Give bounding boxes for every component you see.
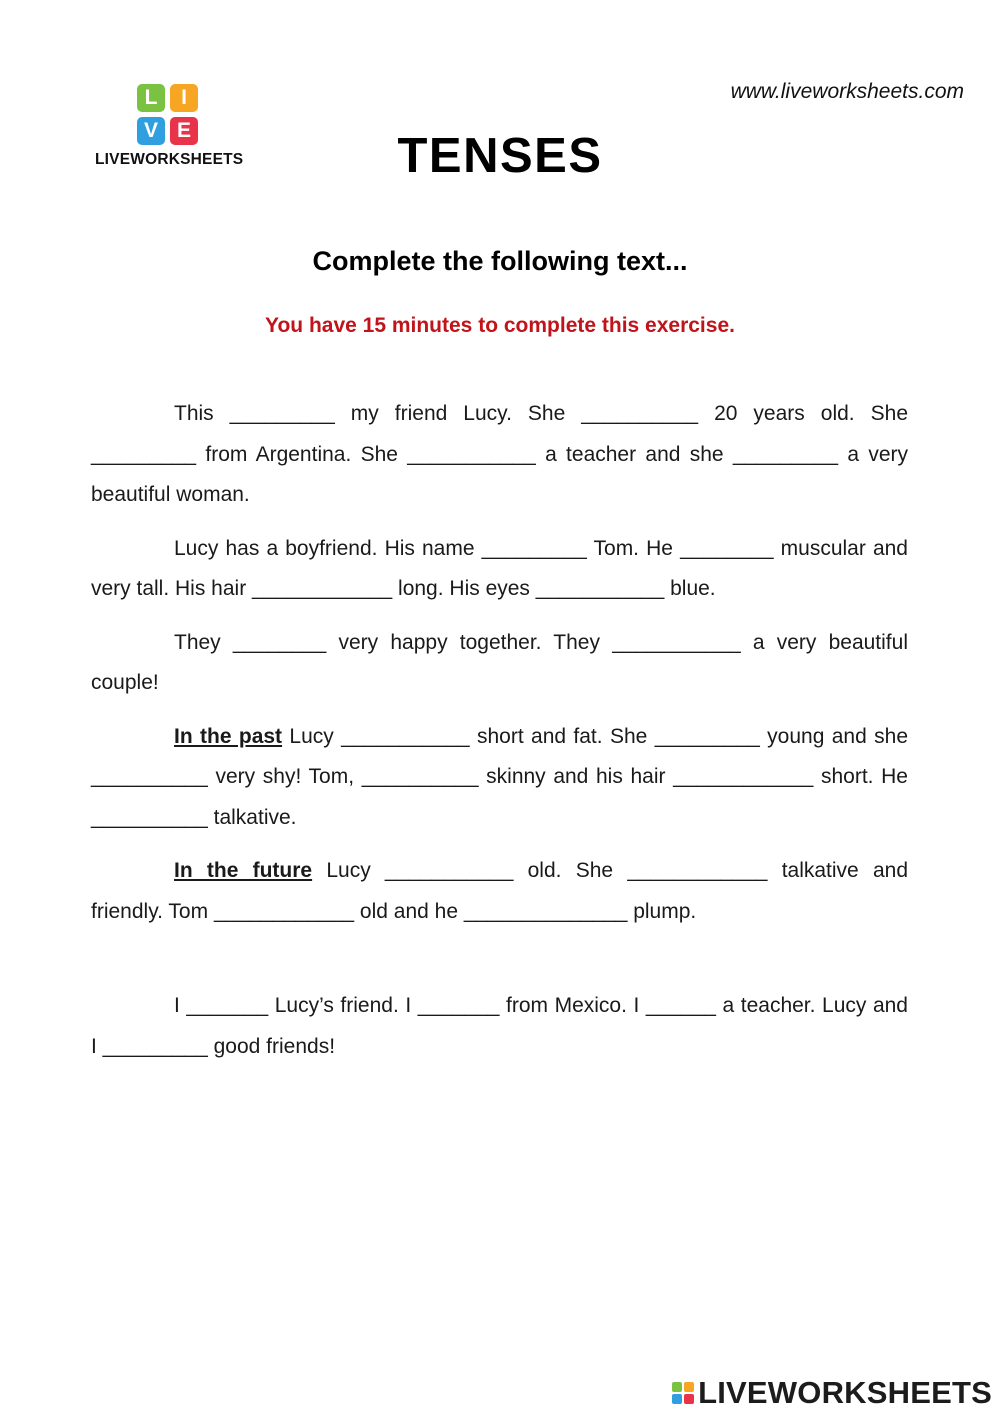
answer-blank[interactable]: ________ [680, 536, 774, 560]
text-segment: I [174, 994, 187, 1017]
answer-blank[interactable]: _________ [654, 724, 760, 748]
logo-tile-e: E [170, 117, 198, 145]
logo-wordmark: LIVEWORKSHEETS [95, 151, 244, 168]
answer-blank[interactable]: __________ [91, 765, 208, 788]
answer-blank[interactable]: ___________ [535, 577, 665, 600]
answer-blank[interactable]: ___________ [341, 724, 470, 748]
text-segment: young and she [759, 724, 908, 748]
answer-blank[interactable]: _________ [229, 402, 335, 425]
footer-wordmark: LIVEWORKSHEETS [698, 1375, 992, 1410]
exercise-paragraph [91, 986, 908, 1067]
text-segment: a teacher and she [535, 442, 733, 466]
answer-blank[interactable]: __________ [581, 402, 699, 425]
answer-blank[interactable]: __________ [91, 805, 208, 829]
text-segment: talkative. [207, 805, 297, 829]
tense-label: In the future [174, 859, 313, 882]
time-limit-notice: You have 15 minutes to complete this exercise. [265, 314, 735, 337]
site-url: www.liveworksheets.com [730, 80, 964, 103]
answer-blank[interactable]: ______ [645, 994, 716, 1017]
answer-blank[interactable]: ___________ [407, 442, 536, 466]
text-segment: muscular and very tall. His hair [91, 536, 908, 600]
text-segment: 20 years old. She [698, 402, 908, 425]
text-segment: from Mexico. I [499, 994, 646, 1017]
answer-blank[interactable]: ____________ [627, 859, 768, 882]
footer-logo-tiles-icon [672, 1382, 694, 1404]
text-segment: Lucy [312, 859, 385, 882]
answer-blank[interactable]: _______ [417, 994, 500, 1017]
logo-tile-l: L [137, 84, 165, 112]
answer-blank[interactable]: ___________ [612, 630, 741, 654]
text-segment: a very beautiful woman. [91, 442, 908, 506]
tense-label: In the past [174, 724, 283, 748]
instructions-heading: Complete the following text... [312, 246, 688, 276]
answer-blank[interactable]: ________ [232, 630, 327, 654]
answer-blank[interactable]: ___________ [384, 859, 514, 882]
answer-blank[interactable]: _________ [732, 442, 839, 466]
answer-blank[interactable]: _________ [102, 1034, 208, 1058]
exercise-paragraph [91, 623, 908, 704]
footer-tile [672, 1394, 682, 1404]
text-segment: This [174, 402, 230, 425]
text-segment: short and fat. She [469, 724, 655, 748]
answer-blank[interactable]: _________ [481, 536, 587, 560]
text-segment: They [174, 630, 233, 654]
text-segment: old and he [354, 899, 464, 923]
logo-tile-i: I [170, 84, 198, 112]
text-segment: Lucy has a boyfriend. His name [174, 536, 482, 560]
text-segment: from Argentina. She [196, 442, 408, 466]
answer-blank[interactable]: ____________ [252, 577, 393, 600]
answer-blank[interactable]: _________ [91, 442, 197, 466]
text-segment: Tom. He [586, 536, 681, 560]
text-segment: very happy together. They [326, 630, 613, 654]
footer-brand [672, 1376, 992, 1410]
answer-blank[interactable]: ____________ [213, 899, 355, 923]
text-segment: Lucy’s friend. I [268, 994, 418, 1017]
text-segment: blue. [664, 577, 716, 600]
text-segment: a teacher. Lucy and I [91, 994, 908, 1058]
answer-blank[interactable]: _______ [186, 994, 269, 1017]
text-segment: talkative and friendly. Tom [91, 859, 908, 923]
text-segment: Lucy [282, 724, 342, 748]
answer-blank[interactable]: ____________ [673, 765, 814, 788]
exercise-paragraph [91, 394, 908, 516]
text-segment: short. He [813, 765, 908, 788]
exercise-text [91, 394, 908, 1080]
exercise-paragraph [91, 851, 908, 932]
text-segment: a very beautiful couple! [91, 630, 908, 694]
text-segment: plump. [627, 899, 697, 923]
footer-tile [672, 1382, 682, 1392]
answer-blank[interactable]: ______________ [463, 899, 628, 923]
footer-tile [684, 1382, 694, 1392]
text-segment: old. She [513, 859, 628, 882]
exercise-paragraph [91, 529, 908, 610]
text-segment: long. His eyes [392, 577, 536, 600]
text-segment: my friend Lucy. She [334, 402, 582, 425]
text-segment: skinny and his hair [478, 765, 674, 788]
answer-blank[interactable]: __________ [361, 765, 479, 788]
text-segment: good friends! [207, 1034, 336, 1058]
text-segment: very shy! Tom, [207, 765, 362, 788]
exercise-paragraph [91, 717, 908, 839]
footer-tile [684, 1394, 694, 1404]
page-title: TENSES [397, 129, 603, 183]
logo-tile-v: V [137, 117, 165, 145]
